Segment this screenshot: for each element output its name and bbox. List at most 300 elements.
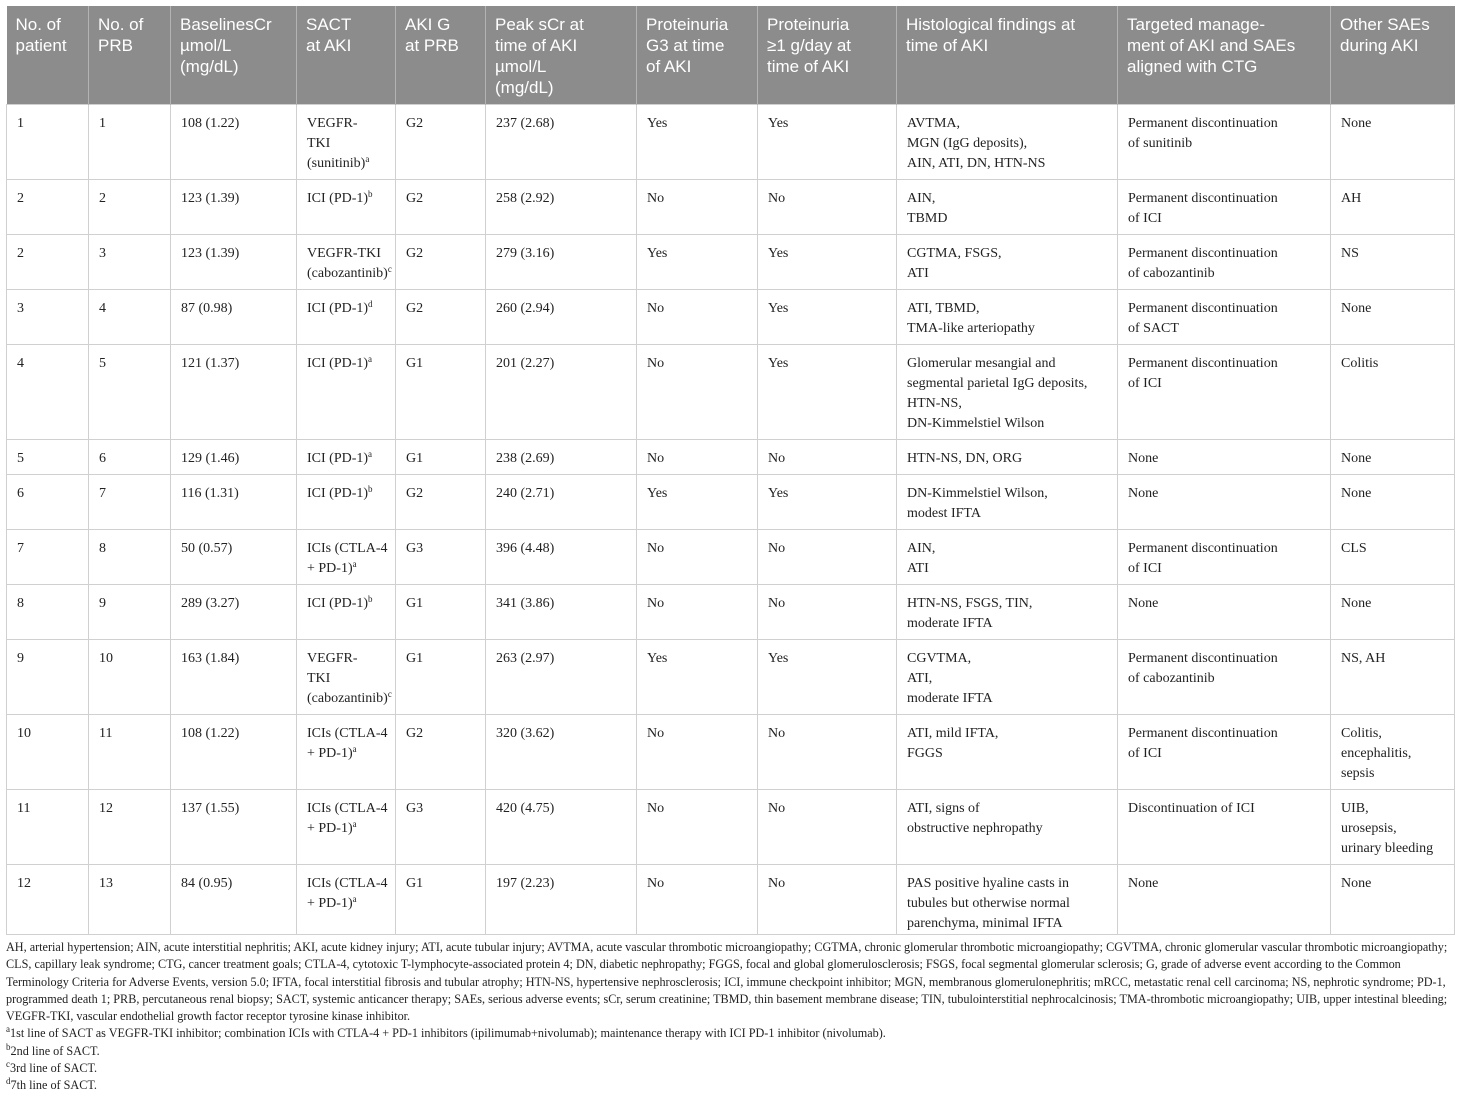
cell-text: UIB, xyxy=(1341,801,1369,816)
column-header-line: aligned with CTG xyxy=(1127,57,1258,76)
table-cell xyxy=(758,440,897,475)
table-cell xyxy=(897,790,1118,865)
cell-line xyxy=(307,744,388,764)
cell-line xyxy=(1128,264,1323,284)
table-cell xyxy=(1118,790,1331,865)
footnote-marker: c xyxy=(387,264,392,274)
table-cell xyxy=(89,345,171,440)
footnote xyxy=(6,1043,1454,1060)
cell-text: 197 (2.23) xyxy=(496,876,555,891)
cell-text: AVTMA, xyxy=(907,116,961,131)
cell-text: Permanent discontinuation xyxy=(1128,301,1278,316)
cell-line xyxy=(406,449,478,469)
cell-line xyxy=(496,484,629,504)
cell-line xyxy=(907,449,1110,469)
cell-text: 13 xyxy=(99,876,113,891)
cell-line xyxy=(907,244,1110,264)
cell-text: 121 (1.37) xyxy=(181,356,240,371)
table-cell xyxy=(297,105,396,180)
cell-text: moderate IFTA xyxy=(907,616,993,631)
table-cell xyxy=(897,235,1118,290)
cell-text: DN-Kimmelstiel Wilson xyxy=(907,416,1045,431)
footnote-marker: c xyxy=(387,689,392,699)
cell-text: ICIs (CTLA-4 xyxy=(307,726,388,741)
cell-line xyxy=(99,114,163,134)
cell-text: No xyxy=(647,726,665,741)
table-cell xyxy=(1118,345,1331,440)
table-cell xyxy=(396,105,486,180)
table-cell xyxy=(1118,235,1331,290)
cell-line xyxy=(406,724,478,744)
table-cell xyxy=(758,475,897,530)
cell-text: G2 xyxy=(406,301,424,316)
table-cell xyxy=(486,640,637,715)
cell-line xyxy=(1341,244,1447,264)
cell-text: G2 xyxy=(406,116,424,131)
cell-line xyxy=(181,189,289,209)
table-cell xyxy=(637,790,758,865)
cell-line xyxy=(496,649,629,669)
cell-text: G1 xyxy=(406,451,424,466)
cell-text: None xyxy=(1341,486,1372,501)
table-cell xyxy=(171,865,297,935)
table-cell xyxy=(396,865,486,935)
column-header-line: PRB xyxy=(98,36,133,55)
cell-line xyxy=(496,354,629,374)
column-header xyxy=(758,6,897,105)
header-row xyxy=(7,6,1455,105)
table-cell xyxy=(297,290,396,345)
cell-text: encephalitis, xyxy=(1341,746,1412,761)
cell-line xyxy=(181,484,289,504)
column-header-line: time of AKI xyxy=(906,36,989,55)
cell-text: G1 xyxy=(406,651,424,666)
table-body xyxy=(7,105,1455,935)
cell-line xyxy=(181,594,289,614)
cell-text: No xyxy=(647,301,665,316)
cell-line xyxy=(99,449,163,469)
cell-text: obstructive nephropathy xyxy=(907,821,1043,836)
table-row xyxy=(7,440,1455,475)
cell-text: No xyxy=(768,451,786,466)
cell-text: No xyxy=(647,191,665,206)
cell-text: Yes xyxy=(647,116,668,131)
cell-line xyxy=(307,354,388,374)
cell-line xyxy=(99,799,163,819)
cell-text: 258 (2.92) xyxy=(496,191,555,206)
cell-text: + PD-1) xyxy=(307,821,353,836)
table-header xyxy=(7,6,1455,105)
column-header-line: Proteinuria xyxy=(646,15,729,34)
cell-line xyxy=(907,799,1110,819)
cell-line xyxy=(1341,744,1447,764)
table-cell xyxy=(396,440,486,475)
cell-line xyxy=(907,134,1110,154)
cell-text: ICI (PD-1) xyxy=(307,356,369,371)
cell-text: TKI xyxy=(307,136,331,151)
cell-text: 1 xyxy=(17,116,24,131)
footnote-marker: b xyxy=(368,594,373,604)
column-header-line: G3 at time xyxy=(646,36,725,55)
cell-text: Yes xyxy=(647,651,668,666)
table-cell xyxy=(89,440,171,475)
cell-text: 87 (0.98) xyxy=(181,301,233,316)
cell-text: 238 (2.69) xyxy=(496,451,555,466)
cell-line xyxy=(496,594,629,614)
footnote-marker: a xyxy=(352,894,357,904)
cell-line xyxy=(1341,594,1447,614)
cell-text: 12 xyxy=(99,801,113,816)
cell-line xyxy=(1128,189,1323,209)
table-cell xyxy=(297,530,396,585)
column-header-line: at AKI xyxy=(306,36,352,55)
cell-line xyxy=(907,114,1110,134)
table-cell xyxy=(396,290,486,345)
column-header xyxy=(637,6,758,105)
cell-text: Colitis xyxy=(1341,356,1379,371)
footnote-text: 3rd line of SACT. xyxy=(10,1061,98,1076)
cell-text: TBMD xyxy=(907,211,948,226)
table-cell xyxy=(897,105,1118,180)
table-cell xyxy=(1331,105,1455,180)
cell-line xyxy=(1341,299,1447,319)
cell-text: DN-Kimmelstiel Wilson, xyxy=(907,486,1048,501)
table-cell xyxy=(637,235,758,290)
cell-text: parenchyma, minimal IFTA xyxy=(907,916,1063,931)
cell-line xyxy=(907,614,1110,634)
cell-line xyxy=(307,114,388,134)
cell-text: No xyxy=(647,356,665,371)
table-cell xyxy=(171,585,297,640)
cell-line xyxy=(17,244,81,264)
table-cell xyxy=(89,715,171,790)
cell-line xyxy=(307,154,388,174)
cell-text: NS, AH xyxy=(1341,651,1386,666)
table-cell xyxy=(897,440,1118,475)
cell-text: No xyxy=(768,726,786,741)
cell-text: AIN, ATI, DN, HTN-NS xyxy=(907,156,1046,171)
cell-text: 123 (1.39) xyxy=(181,191,240,206)
table-cell xyxy=(486,290,637,345)
cell-line xyxy=(181,244,289,264)
table-cell xyxy=(758,290,897,345)
table-cell xyxy=(89,530,171,585)
table-cell xyxy=(897,865,1118,935)
footnote-marker: a xyxy=(365,154,370,164)
cell-text: 8 xyxy=(99,541,106,556)
cell-line xyxy=(1128,649,1323,669)
cell-text: (cabozantinib) xyxy=(307,691,388,706)
superscript-notes xyxy=(6,1025,1454,1094)
table-cell xyxy=(1331,180,1455,235)
cell-line xyxy=(99,594,163,614)
table-cell xyxy=(7,585,89,640)
cell-line xyxy=(181,724,289,744)
cell-text: Permanent discontinuation xyxy=(1128,726,1278,741)
cell-line xyxy=(181,354,289,374)
cell-line xyxy=(1341,724,1447,744)
cell-line xyxy=(1128,449,1323,469)
cell-line xyxy=(768,594,889,614)
cell-text: NS xyxy=(1341,246,1359,261)
footnote-marker: a xyxy=(352,559,357,569)
footnote xyxy=(6,1025,1454,1042)
cell-line xyxy=(647,874,750,894)
table-cell xyxy=(1331,790,1455,865)
footnote-text: 7th line of SACT. xyxy=(10,1078,97,1093)
footnote-marker: a xyxy=(368,354,373,364)
cell-line xyxy=(17,594,81,614)
table-cell xyxy=(758,790,897,865)
cell-line xyxy=(768,724,889,744)
cell-text: 7 xyxy=(99,486,106,501)
cell-text: segmental parietal IgG deposits, xyxy=(907,376,1088,391)
cell-line xyxy=(1341,874,1447,894)
table-cell xyxy=(1118,180,1331,235)
table-cell xyxy=(486,865,637,935)
cell-text: 320 (3.62) xyxy=(496,726,555,741)
cell-text: Permanent discontinuation xyxy=(1128,541,1278,556)
table-cell xyxy=(171,345,297,440)
column-header xyxy=(486,6,637,105)
cell-text: 2 xyxy=(17,246,24,261)
cell-text: No xyxy=(647,541,665,556)
table-cell xyxy=(297,235,396,290)
cell-line xyxy=(1341,764,1447,784)
table-cell xyxy=(1331,290,1455,345)
table-cell xyxy=(89,585,171,640)
table-cell xyxy=(486,440,637,475)
cell-line xyxy=(907,414,1110,434)
cell-line xyxy=(307,134,388,154)
cell-line xyxy=(768,114,889,134)
cell-line xyxy=(99,539,163,559)
cell-line xyxy=(1128,114,1323,134)
table-cell xyxy=(171,640,297,715)
cell-text: of cabozantinib xyxy=(1128,671,1215,686)
cell-line xyxy=(907,689,1110,709)
table-cell xyxy=(7,475,89,530)
cell-text: CLS xyxy=(1341,541,1367,556)
cell-text: None xyxy=(1341,876,1372,891)
table-cell xyxy=(486,585,637,640)
table-cell xyxy=(897,475,1118,530)
table-cell xyxy=(1331,530,1455,585)
cell-line xyxy=(496,189,629,209)
table-cell xyxy=(297,345,396,440)
cell-line xyxy=(307,689,392,709)
cell-text: Yes xyxy=(768,356,789,371)
table-cell xyxy=(297,475,396,530)
cell-line xyxy=(647,244,750,264)
cell-line xyxy=(907,319,1110,339)
cell-text: ATI xyxy=(907,561,929,576)
table-cell xyxy=(89,640,171,715)
column-header-line: Targeted manage- xyxy=(1127,15,1265,34)
column-header xyxy=(89,6,171,105)
cell-text: G2 xyxy=(406,726,424,741)
cell-text: FGGS xyxy=(907,746,943,761)
table-cell xyxy=(171,290,297,345)
cell-line xyxy=(496,244,629,264)
cell-text: of ICI xyxy=(1128,561,1162,576)
cell-line xyxy=(907,649,1110,669)
cell-line xyxy=(1128,374,1323,394)
cell-text: None xyxy=(1341,451,1372,466)
cell-text: 11 xyxy=(17,801,31,816)
table-cell xyxy=(897,530,1118,585)
table-cell xyxy=(897,345,1118,440)
cell-line xyxy=(99,724,163,744)
table-cell xyxy=(758,235,897,290)
footnote-marker: d xyxy=(368,299,373,309)
cell-text: 84 (0.95) xyxy=(181,876,233,891)
cell-line xyxy=(181,449,289,469)
cell-line xyxy=(307,449,388,469)
cell-text: urinary bleeding xyxy=(1341,841,1434,856)
footnote-marker: b xyxy=(368,189,373,199)
table-row xyxy=(7,640,1455,715)
cell-line xyxy=(907,299,1110,319)
cell-text: 396 (4.48) xyxy=(496,541,555,556)
cell-line xyxy=(1128,354,1323,374)
cell-line xyxy=(307,874,388,894)
cell-text: ICIs (CTLA-4 xyxy=(307,876,388,891)
table-cell xyxy=(171,105,297,180)
table-cell xyxy=(89,105,171,180)
table-cell xyxy=(297,790,396,865)
cell-text: sepsis xyxy=(1341,766,1375,781)
cell-line xyxy=(768,299,889,319)
cell-text: No xyxy=(768,191,786,206)
cell-text: 2 xyxy=(99,191,106,206)
footnote-text: 1st line of SACT as VEGFR-TKI inhibitor; combination ICIs with CTLA-4 + PD-1 inhibitors (ipilimumab+nivolumab); maintenance therapy with ICI PD-1 inhibitor (nivolumab). xyxy=(10,1026,886,1041)
table-cell xyxy=(7,345,89,440)
cell-line xyxy=(907,209,1110,229)
cell-line xyxy=(907,894,1110,914)
column-header-line: Other SAEs xyxy=(1340,15,1430,34)
column-header-line: Proteinuria xyxy=(767,15,850,34)
cell-text: Yes xyxy=(647,486,668,501)
column-header-line: ≥1 g/day at xyxy=(767,36,851,55)
cell-line xyxy=(17,449,81,469)
cell-text: 9 xyxy=(99,596,106,611)
table-cell xyxy=(297,180,396,235)
table-cell xyxy=(758,640,897,715)
cell-text: CGVTMA, xyxy=(907,651,972,666)
cell-text: 108 (1.22) xyxy=(181,116,240,131)
cell-text: Permanent discontinuation xyxy=(1128,246,1278,261)
table-cell xyxy=(7,290,89,345)
cell-text: Discontinuation of ICI xyxy=(1128,801,1255,816)
column-header-line: time of AKI xyxy=(767,57,850,76)
table-row xyxy=(7,715,1455,790)
table-cell xyxy=(1331,640,1455,715)
cell-text: G1 xyxy=(406,876,424,891)
footnote-marker: b xyxy=(6,1041,11,1052)
cell-line xyxy=(1128,299,1323,319)
cell-text: 108 (1.22) xyxy=(181,726,240,741)
cell-text: of sunitinib xyxy=(1128,136,1193,151)
column-header-line: (mg/dL) xyxy=(495,78,554,97)
cell-line xyxy=(768,189,889,209)
table-cell xyxy=(637,715,758,790)
cell-text: MGN (IgG deposits), xyxy=(907,136,1028,151)
cell-text: of ICI xyxy=(1128,376,1162,391)
cell-line xyxy=(181,874,289,894)
cell-text: 4 xyxy=(17,356,24,371)
cell-line xyxy=(496,724,629,744)
cell-text: + PD-1) xyxy=(307,561,353,576)
cell-line xyxy=(307,819,388,839)
table-row xyxy=(7,530,1455,585)
cell-line xyxy=(907,559,1110,579)
cell-line xyxy=(17,484,81,504)
cell-text: ATI, TBMD, xyxy=(907,301,980,316)
cell-line xyxy=(406,799,478,819)
table-row xyxy=(7,290,1455,345)
table-row xyxy=(7,475,1455,530)
cell-text: No xyxy=(647,801,665,816)
column-header-line: µmol/L xyxy=(495,57,547,76)
column-header-line: Histological findings at xyxy=(906,15,1076,34)
cell-line xyxy=(406,484,478,504)
table-cell xyxy=(7,640,89,715)
table-cell xyxy=(396,715,486,790)
cell-text: (sunitinib) xyxy=(307,156,366,171)
cell-line xyxy=(647,354,750,374)
table-cell xyxy=(1118,530,1331,585)
table-row xyxy=(7,180,1455,235)
cell-line xyxy=(496,114,629,134)
cell-text: None xyxy=(1341,596,1372,611)
cell-line xyxy=(907,504,1110,524)
table-cell xyxy=(1331,475,1455,530)
cell-text: ATI, xyxy=(907,671,933,686)
column-header-line: No. of xyxy=(15,15,61,34)
table-cell xyxy=(171,715,297,790)
table-cell xyxy=(89,235,171,290)
footnote xyxy=(6,1060,1454,1077)
cell-line xyxy=(307,559,388,579)
column-header xyxy=(297,6,396,105)
column-header-line: AKI G xyxy=(405,15,451,34)
table-cell xyxy=(1118,640,1331,715)
cell-line xyxy=(647,189,750,209)
cell-line xyxy=(907,874,1110,894)
cell-line xyxy=(907,744,1110,764)
column-header xyxy=(897,6,1118,105)
table-cell xyxy=(89,865,171,935)
table-cell xyxy=(486,235,637,290)
cell-text: G3 xyxy=(406,541,424,556)
footnote-marker: a xyxy=(368,449,373,459)
table-cell xyxy=(396,180,486,235)
table-cell xyxy=(89,290,171,345)
footnote-marker: a xyxy=(6,1024,10,1035)
cell-text: None xyxy=(1341,116,1372,131)
table-cell xyxy=(637,475,758,530)
table-cell xyxy=(637,345,758,440)
table-cell xyxy=(171,235,297,290)
cell-text: CGTMA, FSGS, xyxy=(907,246,1002,261)
table-cell xyxy=(171,440,297,475)
table-cell xyxy=(396,530,486,585)
cell-line xyxy=(907,374,1110,394)
cell-line xyxy=(1128,669,1323,689)
cell-line xyxy=(406,299,478,319)
cell-line xyxy=(99,874,163,894)
